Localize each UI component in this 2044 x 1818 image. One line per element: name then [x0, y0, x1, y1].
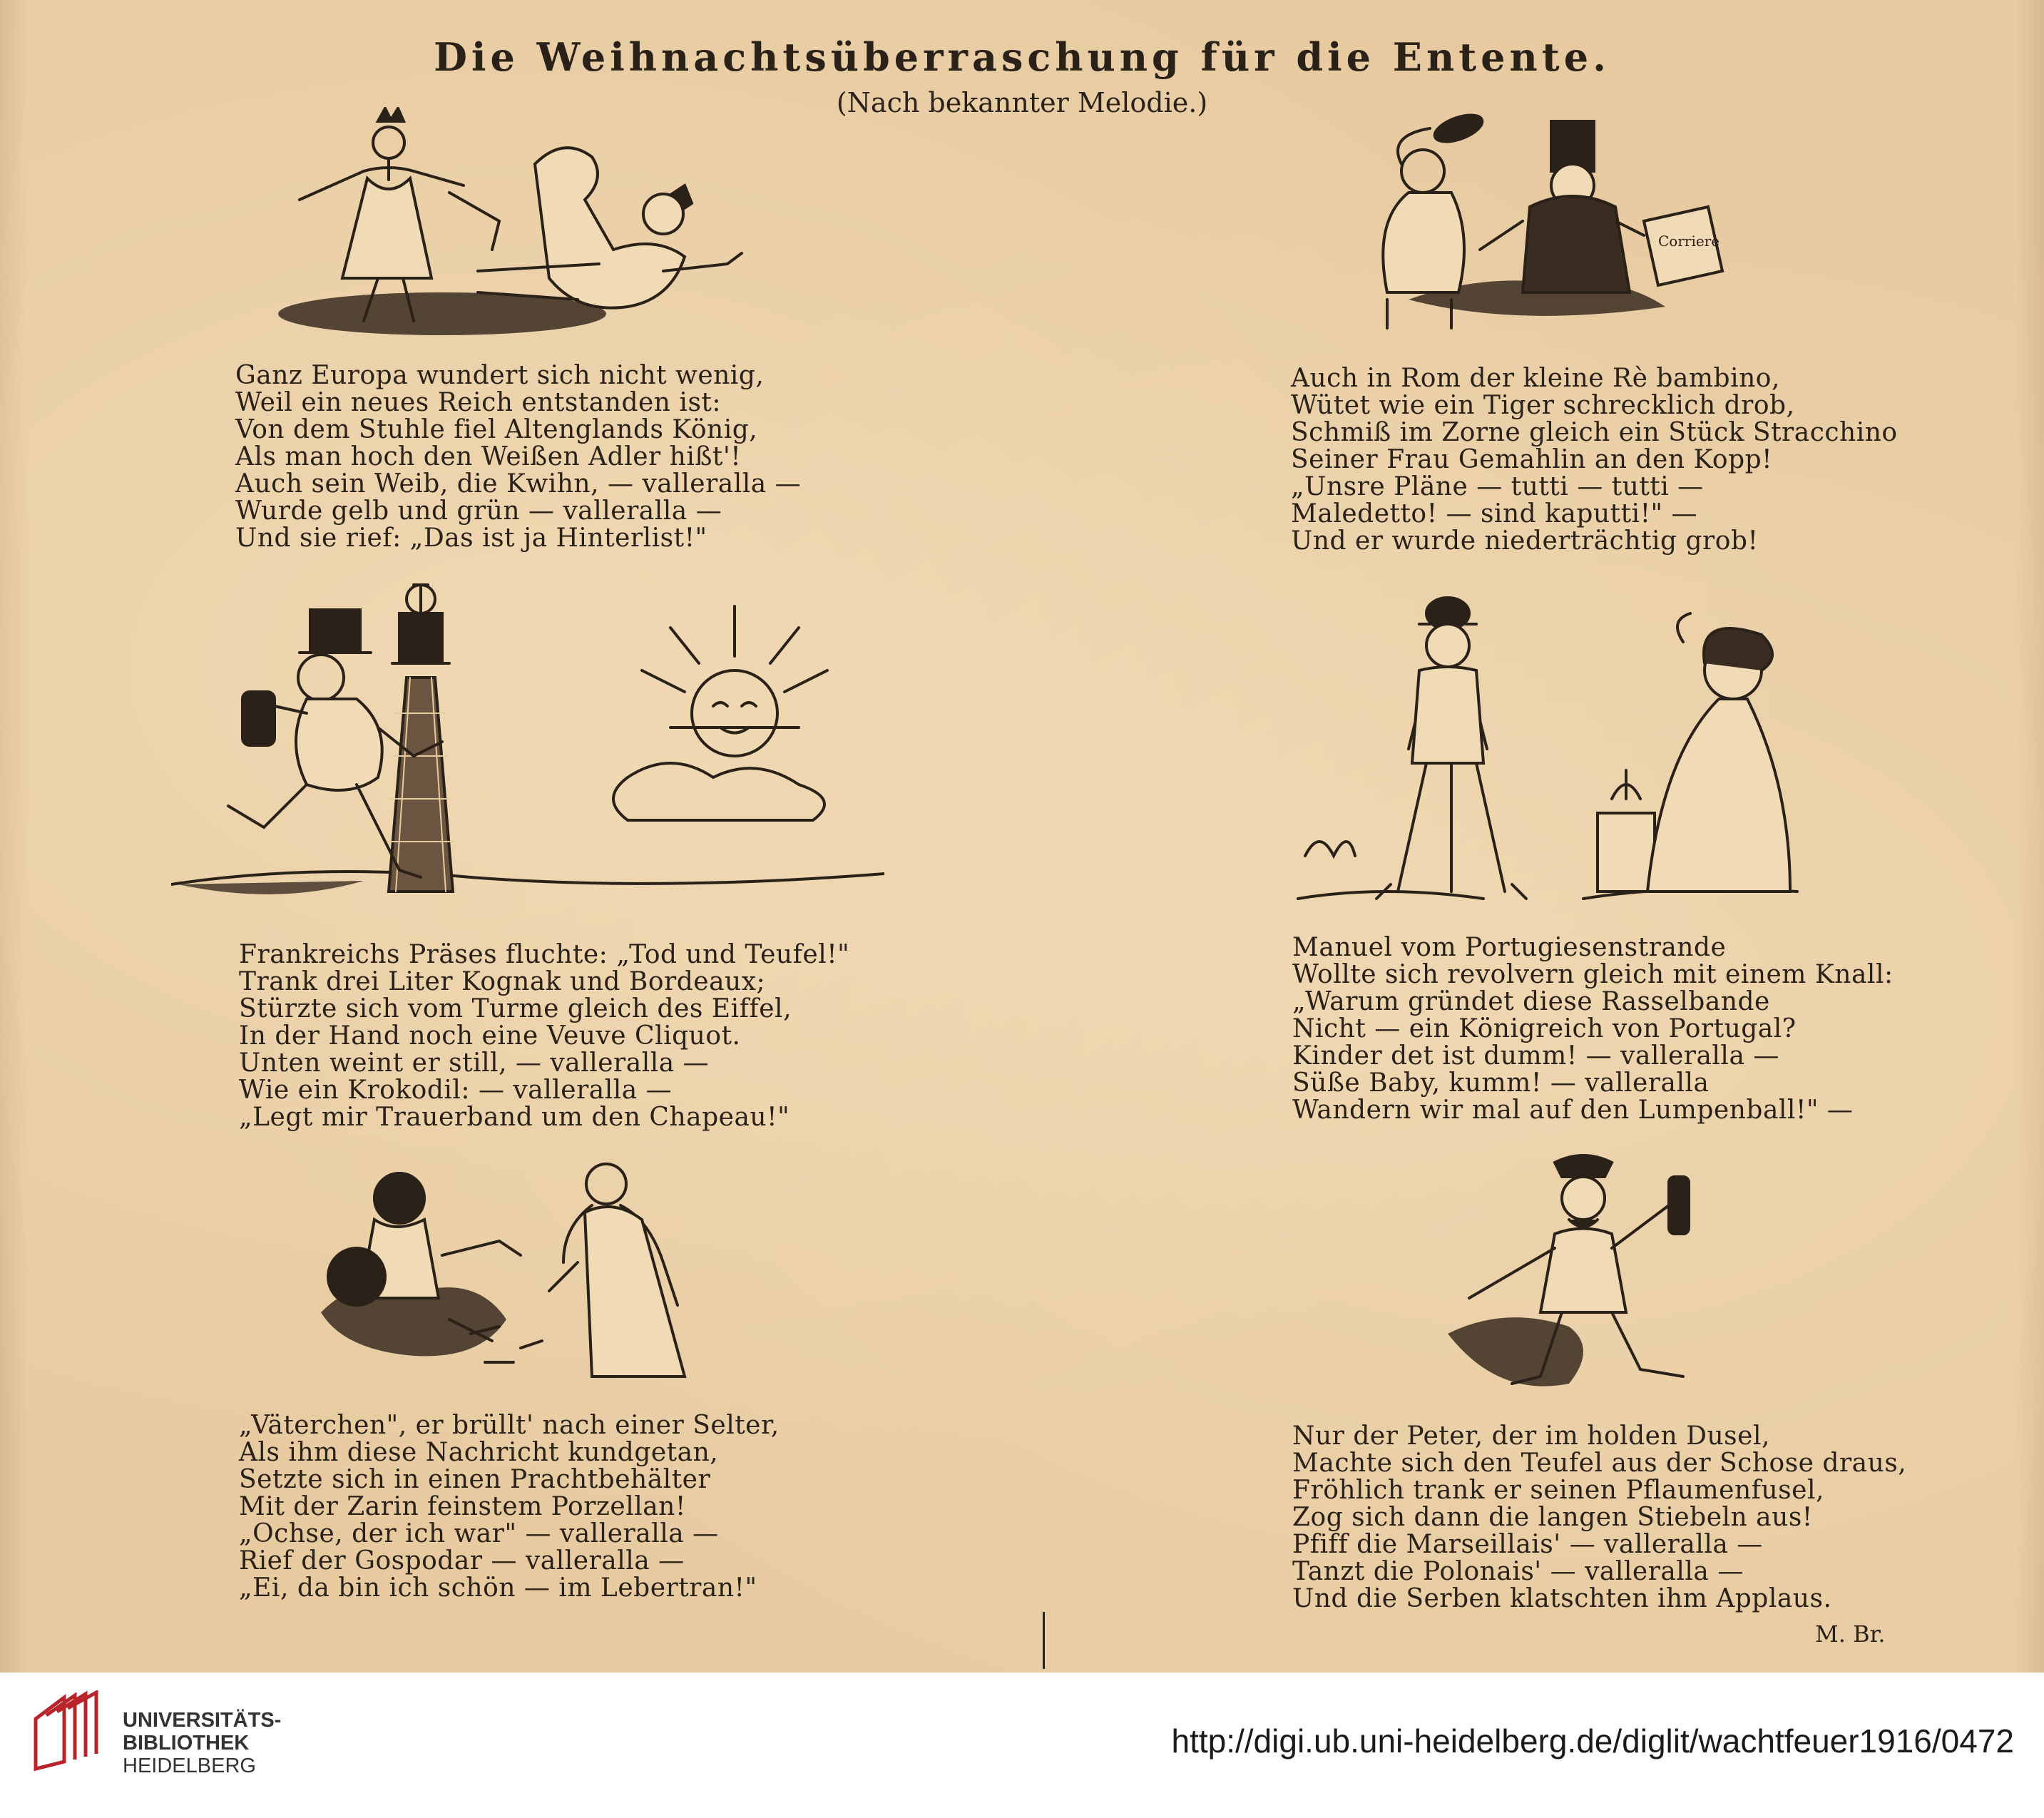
- verse-line: Nicht — ein Königreich von Portugal?: [1292, 1014, 1797, 1043]
- verse-line: Schmiß im Zorne gleich ein Stück Stracchino: [1291, 418, 1898, 447]
- illustration-tsar-porcelain: [307, 1155, 763, 1398]
- verse-line: „Warum gründet diese Rasselbande: [1292, 987, 1770, 1016]
- library-name-line3: HEIDELBERG: [123, 1755, 256, 1777]
- verse-line: Tanzt die Polonais' — valleralla —: [1292, 1557, 1744, 1586]
- verse-line: Zog sich dann die langen Stiebeln aus!: [1292, 1503, 1813, 1532]
- verse-line: „Legt mir Trauerband um den Chapeau!": [239, 1103, 790, 1132]
- page-title: Die Weihnachtsüberraschung für die Entente.: [434, 34, 1610, 80]
- verse-line: Weil ein neues Reich entstanden ist:: [235, 388, 722, 417]
- verse-england: [235, 362, 801, 552]
- verse-line: Ganz Europa wundert sich nicht wenig,: [235, 361, 765, 390]
- verse-line: Als man hoch den Weißen Adler hißt'!: [235, 442, 742, 471]
- library-logo-icon: [29, 1690, 111, 1775]
- verse-line: Wandern wir mal auf den Lumpenball!" —: [1292, 1096, 1854, 1125]
- verse-line: Als ihm diese Nachricht kundgetan,: [239, 1438, 719, 1467]
- svg-text:Corriere: Corriere: [1658, 233, 1720, 250]
- verse-line: Nur der Peter, der im holden Dusel,: [1292, 1421, 1770, 1451]
- verse-line: Auch sein Weib, die Kwihn, — valleralla —: [235, 469, 802, 499]
- verse-line: Fröhlich trank er seinen Pflaumenfusel,: [1292, 1476, 1824, 1505]
- source-url-link[interactable]: http://digi.ub.uni-heidelberg.de/diglit/wachtfeuer1916/0472: [1171, 1722, 2014, 1760]
- verse-italy: [1291, 365, 1898, 555]
- verse-line: Und sie rief: „Das ist ja Hinterlist!": [235, 524, 707, 553]
- verse-line: „Väterchen", er brüllt' nach einer Selter,: [239, 1411, 780, 1440]
- verse-line: Und die Serben klatschten ihm Applaus.: [1292, 1584, 1832, 1613]
- illustration-eiffel-tower: [171, 571, 884, 913]
- verse-line: Von dem Stuhle fiel Altenglands König,: [235, 415, 758, 444]
- illustration-queen-kicks-king: [264, 107, 792, 342]
- verse-russia: [239, 1412, 780, 1602]
- verse-line: Und er wurde niederträchtig grob!: [1291, 526, 1759, 556]
- illustration-rome-king: [1351, 100, 1772, 342]
- verse-line: Maledetto! — sind kaputti!" —: [1291, 499, 1698, 528]
- verse-line: Stürzte sich vom Turme gleich des Eiffel,: [239, 994, 792, 1023]
- library-name-line1: UNIVERSITÄTS-: [123, 1709, 282, 1732]
- verse-line: Wütet wie ein Tiger schrecklich drob,: [1291, 391, 1795, 420]
- verse-line: Rief der Gospodar — valleralla —: [239, 1546, 685, 1576]
- verse-line: „Unsre Pläne — tutti — tutti —: [1291, 472, 1704, 501]
- verse-line: In der Hand noch eine Veuve Cliquot.: [239, 1021, 741, 1051]
- page-fold-line: [1043, 1612, 1045, 1669]
- library-name: [123, 1709, 281, 1777]
- verse-line: Frankreichs Präses fluchte: „Tod und Teufel!": [239, 940, 850, 969]
- author-signature: M. Br.: [1815, 1620, 1886, 1648]
- verse-line: Trank drei Liter Kognak und Bordeaux;: [239, 967, 766, 996]
- illustration-peter: [1441, 1148, 1769, 1412]
- verse-line: Manuel vom Portugiesenstrande: [1292, 933, 1727, 962]
- verse-line: Wie ein Krokodil: — valleralla —: [239, 1076, 673, 1105]
- verse-line: Süße Baby, kumm! — valleralla: [1292, 1068, 1710, 1098]
- verse-line: Machte sich den Teufel aus der Schose draus,: [1292, 1449, 1907, 1478]
- verse-line: Auch in Rom der kleine Rè bambino,: [1291, 364, 1780, 393]
- illustration-manuel: [1284, 585, 1854, 920]
- verse-line: Pfiff die Marseillais' — valleralla —: [1292, 1530, 1763, 1559]
- verse-line: Seiner Frau Gemahlin an den Kopp!: [1291, 445, 1773, 474]
- verse-serbia: [1292, 1423, 1906, 1613]
- verse-line: Kinder det ist dumm! — valleralla —: [1292, 1041, 1779, 1071]
- verse-line: „Ei, da bin ich schön — im Lebertran!": [239, 1573, 757, 1603]
- verse-line: „Ochse, der ich war" — valleralla —: [239, 1519, 719, 1548]
- verse-line: Wurde gelb und grün — valleralla —: [235, 496, 722, 526]
- verse-portugal: [1292, 934, 1894, 1124]
- verse-line: Wollte sich revolvern gleich mit einem Knall:: [1292, 960, 1894, 989]
- page-subtitle: (Nach bekannter Melodie.): [836, 87, 1208, 118]
- verse-line: Unten weint er still, — valleralla —: [239, 1048, 710, 1078]
- verse-line: Setzte sich in einen Prachtbehälter: [239, 1465, 711, 1494]
- library-name-line2: BIBLIOTHEK: [123, 1732, 250, 1755]
- verse-line: Mit der Zarin feinstem Porzellan!: [239, 1492, 686, 1521]
- verse-france: [239, 941, 849, 1131]
